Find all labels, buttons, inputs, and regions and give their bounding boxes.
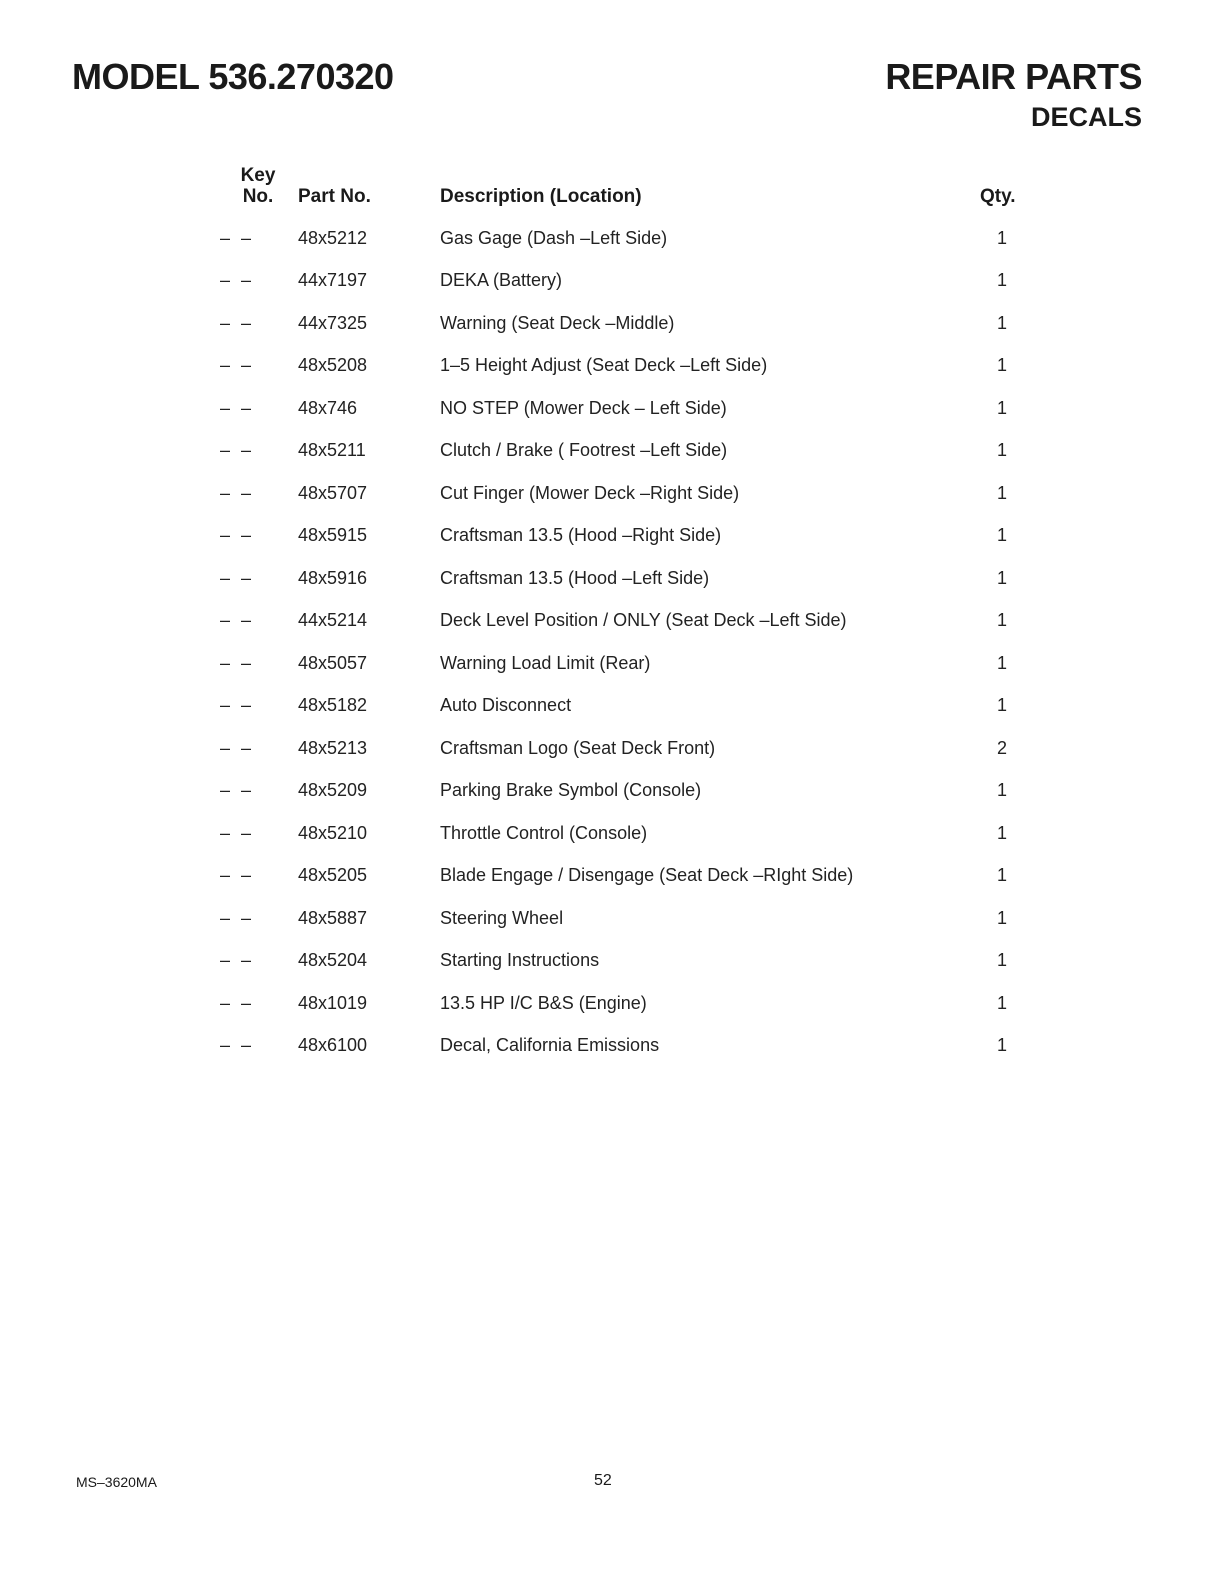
description-cell: Craftsman Logo (Seat Deck Front)	[440, 737, 716, 758]
part-no-cell: 48x5205	[298, 865, 368, 886]
description-cell: 1–5 Height Adjust (Seat Deck –Left Side)	[440, 355, 768, 376]
header-key-line1: Key	[240, 165, 276, 186]
qty-cell: 2	[997, 737, 1008, 758]
description-cell: 13.5 HP I/C B&S (Engine)	[440, 992, 647, 1013]
qty-cell: 1	[997, 355, 1008, 376]
qty-cell: 1	[997, 227, 1008, 248]
part-no-cell: 48x746	[298, 397, 358, 418]
qty-cell: 1	[997, 865, 1008, 886]
table-row	[214, 642, 1057, 685]
key-no-cell: – –	[220, 992, 255, 1013]
key-no-cell: – –	[220, 567, 255, 588]
qty-cell: 1	[997, 822, 1008, 843]
header-qty: Qty.	[980, 186, 1016, 207]
description-cell: Clutch / Brake ( Footrest –Left Side)	[440, 440, 728, 461]
key-no-cell: – –	[220, 695, 255, 716]
table-row	[214, 1025, 1057, 1068]
part-no-cell: 44x5214	[298, 610, 368, 631]
qty-cell: 1	[997, 525, 1008, 546]
key-no-cell: – –	[220, 525, 255, 546]
key-no-cell: – –	[220, 270, 255, 291]
table-row	[214, 430, 1057, 473]
key-no-cell: – –	[220, 440, 255, 461]
table-row	[214, 940, 1057, 983]
parts-table-body	[214, 217, 1057, 1067]
qty-cell: 1	[997, 695, 1008, 716]
key-no-cell: – –	[220, 737, 255, 758]
description-cell: Parking Brake Symbol (Console)	[440, 780, 702, 801]
description-cell: Starting Instructions	[440, 950, 600, 971]
description-cell: Gas Gage (Dash –Left Side)	[440, 227, 668, 248]
section-title: REPAIR PARTS	[885, 56, 1142, 97]
table-row	[214, 260, 1057, 303]
description-cell: Warning Load Limit (Rear)	[440, 652, 651, 673]
key-no-cell: – –	[220, 652, 255, 673]
description-cell: NO STEP (Mower Deck – Left Side)	[440, 397, 727, 418]
table-row	[214, 685, 1057, 728]
key-no-cell: – –	[220, 312, 255, 333]
table-row	[214, 217, 1057, 260]
qty-cell: 1	[997, 482, 1008, 503]
description-cell: Craftsman 13.5 (Hood –Right Side)	[440, 525, 722, 546]
key-no-cell: – –	[220, 355, 255, 376]
part-no-cell: 48x5211	[298, 440, 366, 461]
key-no-cell: – –	[220, 780, 255, 801]
header-part-no: Part No.	[298, 186, 371, 207]
qty-cell: 1	[997, 440, 1008, 461]
key-no-cell: – –	[220, 482, 255, 503]
table-row	[214, 770, 1057, 813]
description-cell: DEKA (Battery)	[440, 270, 563, 291]
qty-cell: 1	[997, 907, 1008, 928]
header-key-line2: No.	[242, 186, 274, 207]
qty-cell: 1	[997, 397, 1008, 418]
part-no-cell: 48x5204	[298, 950, 368, 971]
qty-cell: 1	[997, 950, 1008, 971]
qty-cell: 1	[997, 312, 1008, 333]
description-cell: Steering Wheel	[440, 907, 564, 928]
table-row	[214, 727, 1057, 770]
part-no-cell: 48x5887	[298, 907, 368, 928]
part-no-cell: 48x5212	[298, 227, 368, 248]
part-no-cell: 44x7325	[298, 312, 368, 333]
description-cell: Deck Level Position / ONLY (Seat Deck –Left Side)	[440, 610, 847, 631]
description-cell: Cut Finger (Mower Deck –Right Side)	[440, 482, 740, 503]
table-row	[214, 855, 1057, 898]
qty-cell: 1	[997, 567, 1008, 588]
page-number: 52	[594, 1472, 612, 1489]
table-row	[214, 600, 1057, 643]
part-no-cell: 48x5182	[298, 695, 368, 716]
table-row	[214, 557, 1057, 600]
table-row	[214, 515, 1057, 558]
header-key-no	[214, 165, 298, 217]
qty-cell: 1	[997, 992, 1008, 1013]
description-cell: Throttle Control (Console)	[440, 822, 648, 843]
key-no-cell: – –	[220, 397, 255, 418]
model-title: MODEL 536.270320	[72, 56, 394, 97]
table-header-row	[214, 165, 1057, 217]
qty-cell: 1	[997, 1035, 1008, 1056]
table-row	[214, 812, 1057, 855]
key-no-cell: – –	[220, 1035, 255, 1056]
description-cell: Auto Disconnect	[440, 695, 572, 716]
part-no-cell: 48x5213	[298, 737, 368, 758]
key-no-cell: – –	[220, 610, 255, 631]
description-cell: Decal, California Emissions	[440, 1035, 660, 1056]
table-row	[214, 387, 1057, 430]
description-cell: Blade Engage / Disengage (Seat Deck –RIght Side)	[440, 865, 854, 886]
qty-cell: 1	[997, 652, 1008, 673]
table-row	[214, 897, 1057, 940]
key-no-cell: – –	[220, 822, 255, 843]
part-no-cell: 44x7197	[298, 270, 368, 291]
header-description: Description (Location)	[440, 186, 642, 207]
table-row	[214, 982, 1057, 1025]
description-cell: Warning (Seat Deck –Middle)	[440, 312, 675, 333]
qty-cell: 1	[997, 270, 1008, 291]
table-row	[214, 345, 1057, 388]
part-no-cell: 48x5916	[298, 567, 368, 588]
qty-cell: 1	[997, 780, 1008, 801]
key-no-cell: – –	[220, 227, 255, 248]
part-no-cell: 48x5915	[298, 525, 368, 546]
key-no-cell: – –	[220, 907, 255, 928]
part-no-cell: 48x5208	[298, 355, 368, 376]
part-no-cell: 48x5210	[298, 822, 368, 843]
key-no-cell: – –	[220, 950, 255, 971]
key-no-cell: – –	[220, 865, 255, 886]
part-no-cell: 48x5707	[298, 482, 368, 503]
description-cell: Craftsman 13.5 (Hood –Left Side)	[440, 567, 710, 588]
part-no-cell: 48x6100	[298, 1035, 368, 1056]
table-row	[214, 472, 1057, 515]
section-subtitle: DECALS	[1030, 102, 1142, 132]
table-row	[214, 302, 1057, 345]
part-no-cell: 48x5209	[298, 780, 368, 801]
parts-table	[214, 165, 1057, 1067]
part-no-cell: 48x5057	[298, 652, 368, 673]
part-no-cell: 48x1019	[298, 992, 368, 1013]
footer-document-code: MS–3620MA	[76, 1474, 157, 1490]
qty-cell: 1	[997, 610, 1008, 631]
